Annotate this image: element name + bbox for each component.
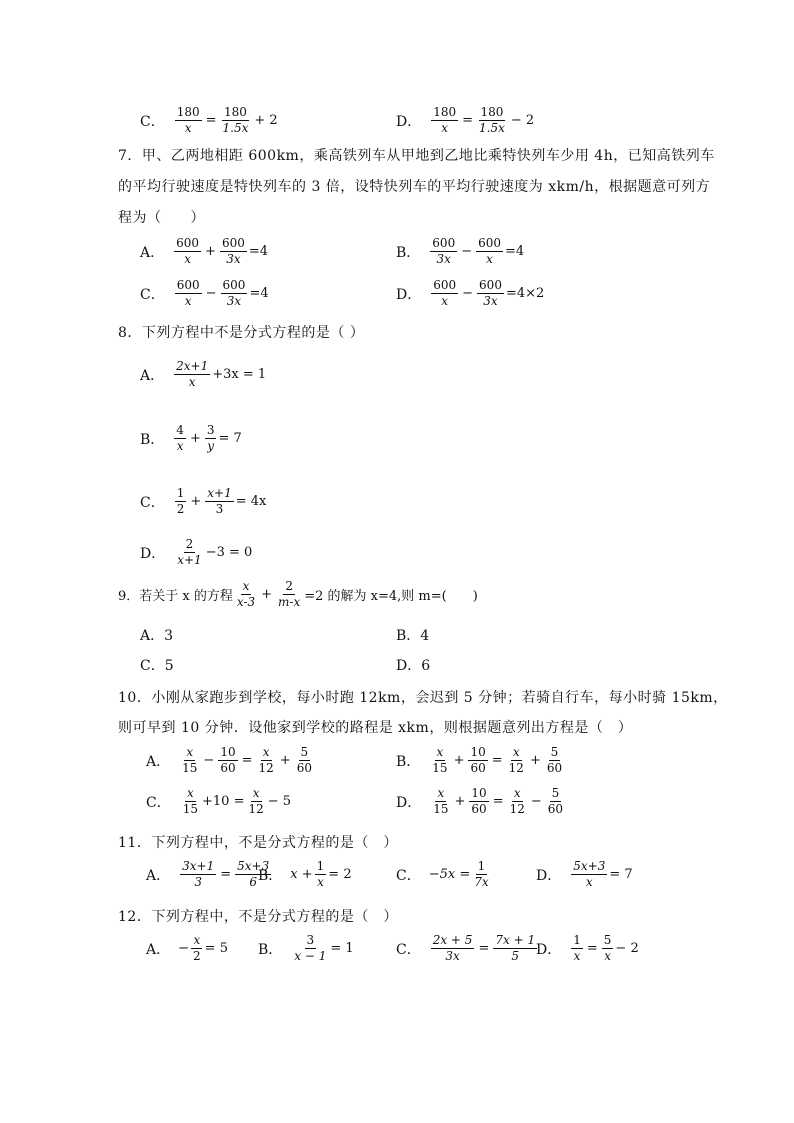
q10-stem-line2: 则可早到 10 分钟．设他家到学校的路程是 xkm，则根据题意列出方程是（ ） bbox=[118, 720, 633, 736]
q8-option-b: B． $\frac{4}{x}$ + $\frac{3}{y}$ = 7 bbox=[140, 423, 242, 453]
q11-stem: 11．下列方程中，不是分式方程的是（ ） bbox=[118, 835, 398, 851]
q11-option-c: C． −5x = $\frac{1}{7x}$ bbox=[396, 859, 489, 889]
q6-option-d: D． $\frac{180}{x}$ = $\frac{180}{1.5x}$ − 2 bbox=[396, 105, 535, 135]
q8-option-c: C． $\frac{1}{2}$ + $\frac{x+1}{3}$ = 4x bbox=[140, 486, 267, 516]
q12-option-b: B． $\frac{3}{x - 1}$ = 1 bbox=[258, 933, 354, 963]
q9-stem: 9．若关于 x 的方程 $\frac{x}{x-3}$ + $\frac{2}{m-x}$ =2 的解为 x=4,则 m=( ) bbox=[118, 579, 478, 609]
q7-stem-line3: 程为（ ） bbox=[118, 210, 205, 226]
q9-option-b: B．4 bbox=[396, 628, 430, 644]
q10-option-d: D． $\frac{x}{15}$ + $\frac{10}{60}$ = $\frac{x}{12}$ − $\frac{5}{60}$ bbox=[396, 786, 564, 816]
q7-option-d: D． $\frac{600}{x}$ − $\frac{600}{3x}$ =4×2 bbox=[396, 278, 545, 308]
q11-option-d: D． $\frac{5x+3}{x}$ = 7 bbox=[536, 859, 633, 889]
q7-stem-line1: 7．甲、乙两地相距 600km，乘高铁列车从甲地到乙地比乘特快列车少用 4h，已知高铁列车 bbox=[118, 148, 715, 164]
q9-option-a: A．3 bbox=[140, 628, 174, 644]
q10-option-c: C． $\frac{x}{15}$ +10 = $\frac{x}{12}$ − 5 bbox=[146, 786, 292, 816]
q12-stem: 12．下列方程中，不是分式方程的是（ ） bbox=[118, 909, 398, 925]
q7-option-c: C． $\frac{600}{x}$ − $\frac{600}{3x}$ =4 bbox=[140, 278, 269, 308]
q7-option-a: A． $\frac{600}{x}$ + $\frac{600}{3x}$ =4 bbox=[140, 236, 269, 266]
q8-stem: 8．下列方程中不是分式方程的是（ ） bbox=[118, 325, 365, 341]
q11-option-b: B． x + $\frac{1}{x}$ = 2 bbox=[258, 859, 352, 889]
q7-stem-line2: 的平均行驶速度是特快列车的 3 倍，设特快列车的平均行驶速度为 xkm/h，根据题意可列方 bbox=[118, 179, 711, 195]
q10-stem-line1: 10．小刚从家跑步到学校，每小时跑 12km，会迟到 5 分钟；若骑自行车，每小时骑 15km， bbox=[118, 690, 728, 706]
q9-option-c: C．5 bbox=[140, 658, 174, 674]
q7-option-b: B． $\frac{600}{3x}$ − $\frac{600}{x}$ =4 bbox=[396, 236, 525, 266]
q12-option-a: A． − $\frac{x}{2}$ = 5 bbox=[146, 933, 228, 963]
q10-option-b: B． $\frac{x}{15}$ + $\frac{10}{60}$ = $\frac{x}{12}$ + $\frac{5}{60}$ bbox=[396, 745, 563, 775]
q9-option-d: D．6 bbox=[396, 658, 431, 674]
q12-option-c: C． $\frac{2x + 5}{3x}$ = $\frac{7x + 1}{5}$ bbox=[396, 933, 536, 963]
q10-option-a: A． $\frac{x}{15}$ − $\frac{10}{60}$ = $\frac{x}{12}$ + $\frac{5}{60}$ bbox=[146, 745, 312, 775]
q12-option-d: D． $\frac{1}{x}$ = $\frac{5}{x}$ − 2 bbox=[536, 933, 639, 963]
q8-option-a: A． $\frac{2x+1}{x}$ +3x = 1 bbox=[140, 359, 267, 389]
q11-option-a: A． $\frac{3x+1}{3}$ = $\frac{5x+3}{6}$ bbox=[146, 859, 270, 889]
q8-option-d: D． $\frac{2}{x+1}$ −3 = 0 bbox=[140, 537, 253, 567]
q6-option-c: C． $\frac{180}{x}$ = $\frac{180}{1.5x}$ + 2 bbox=[140, 105, 278, 135]
